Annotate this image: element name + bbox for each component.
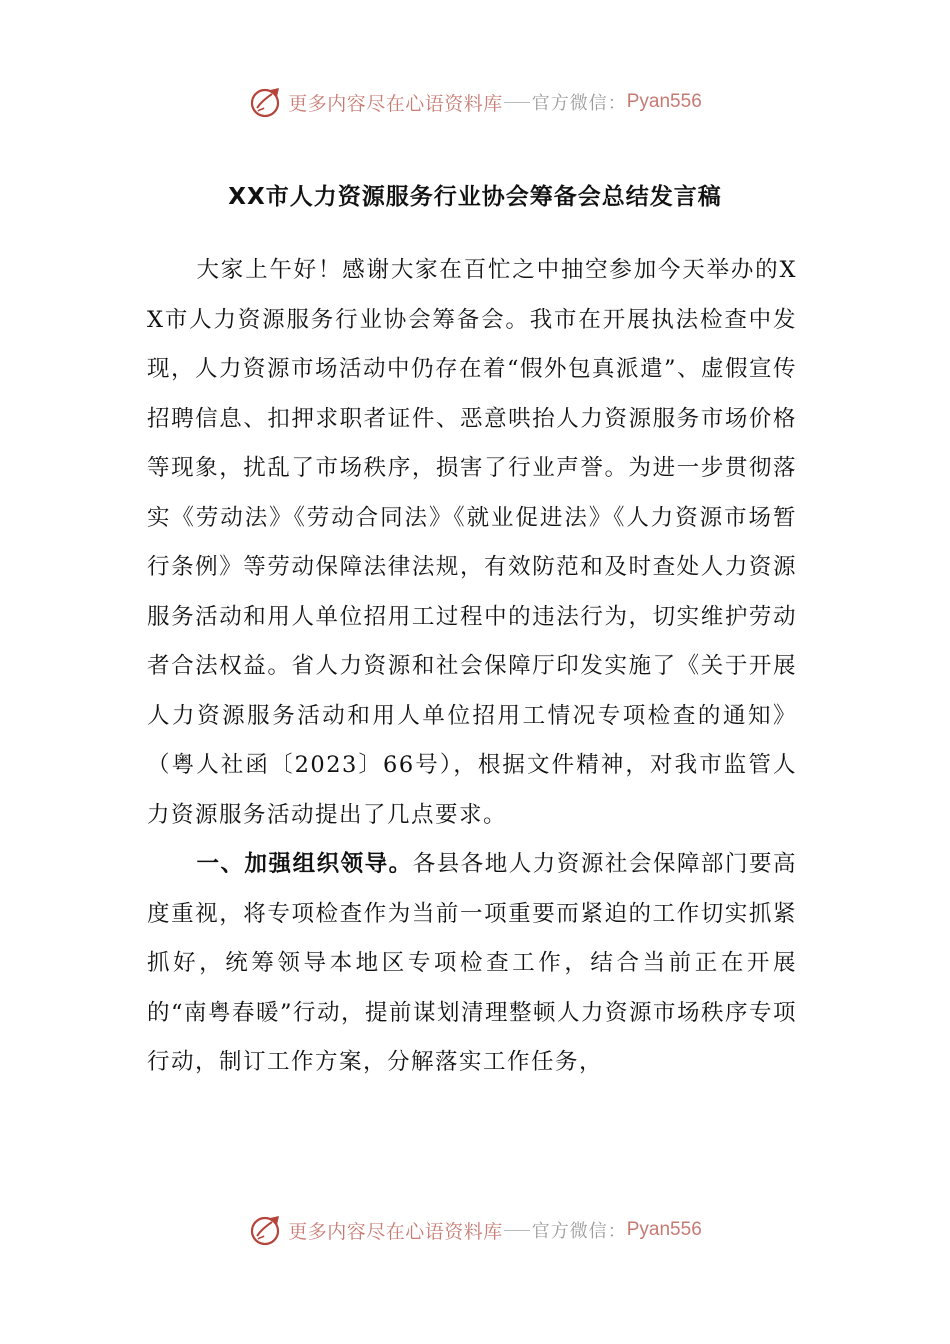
watermark-contact-label: 官方微信： — [531, 93, 627, 114]
watermark-wechat-id: Pyan556 — [626, 1219, 702, 1240]
document-body — [147, 246, 797, 1088]
document-title: XX市人力资源服务行业协会筹备会总结发言稿 — [228, 184, 722, 210]
footer-watermark — [0, 1208, 950, 1252]
pen-nib-circle-icon — [248, 1212, 284, 1248]
header-watermark — [0, 80, 950, 124]
paragraph-section-1 — [147, 840, 797, 1088]
watermark-dash-divider — [504, 1230, 530, 1231]
paragraph-text: 各县各地人力资源社会保障部门要高度重视，将专项检查作为当前一项重要而紧迫的工作切实抓紧抓好，统筹领导本地区专项检查工作，结合当前正在开展的“南粤春暖”行动，提前谋划清理整顿人力资源市场秩序专项行动，制订工作方案，分解落实工作任务， — [147, 851, 798, 1075]
section-heading: 一、加强组织领导。 — [196, 851, 413, 877]
watermark-contact-label: 官方微信： — [531, 1221, 627, 1242]
watermark-wechat-id: Pyan556 — [626, 91, 702, 112]
paragraph-text: 大家上午好！感谢大家在百忙之中抽空参加今天举办的XX市人力资源服务行业协会筹备会。我市在开展执法检查中发现，人力资源市场活动中仍存在着“假外包真派遣”、虚假宣传招聘信息、扣押求职者证件、恶意哄抬人力资源服务市场价格等现象，扰乱了市场秩序，损害了行业声誉。为进一步贯彻落实《劳动法》《劳动合同法》《就业促进法》《人力资源市场暂行条例》等劳动保障法律法规，有效防范和及时查处人力资源服务活动和用人单位招用工过程中的违法行为，切实维护劳动者合法权益。省人力资源和社会保障厅印发实施了《关于开展人力资源服务活动和用人单位招用工情况专项检查的通知》（粤人社函〔2023〕66号），根据文件精神，对我市监管人力资源服务活动提出了几点要求。 — [147, 257, 798, 828]
watermark-brand-text: 更多内容尽在心语资料库 — [288, 1220, 503, 1243]
pen-nib-circle-icon — [248, 84, 284, 120]
watermark-brand-text: 更多内容尽在心语资料库 — [288, 92, 503, 115]
watermark-dash-divider — [504, 102, 530, 103]
paragraph-intro — [147, 246, 797, 840]
